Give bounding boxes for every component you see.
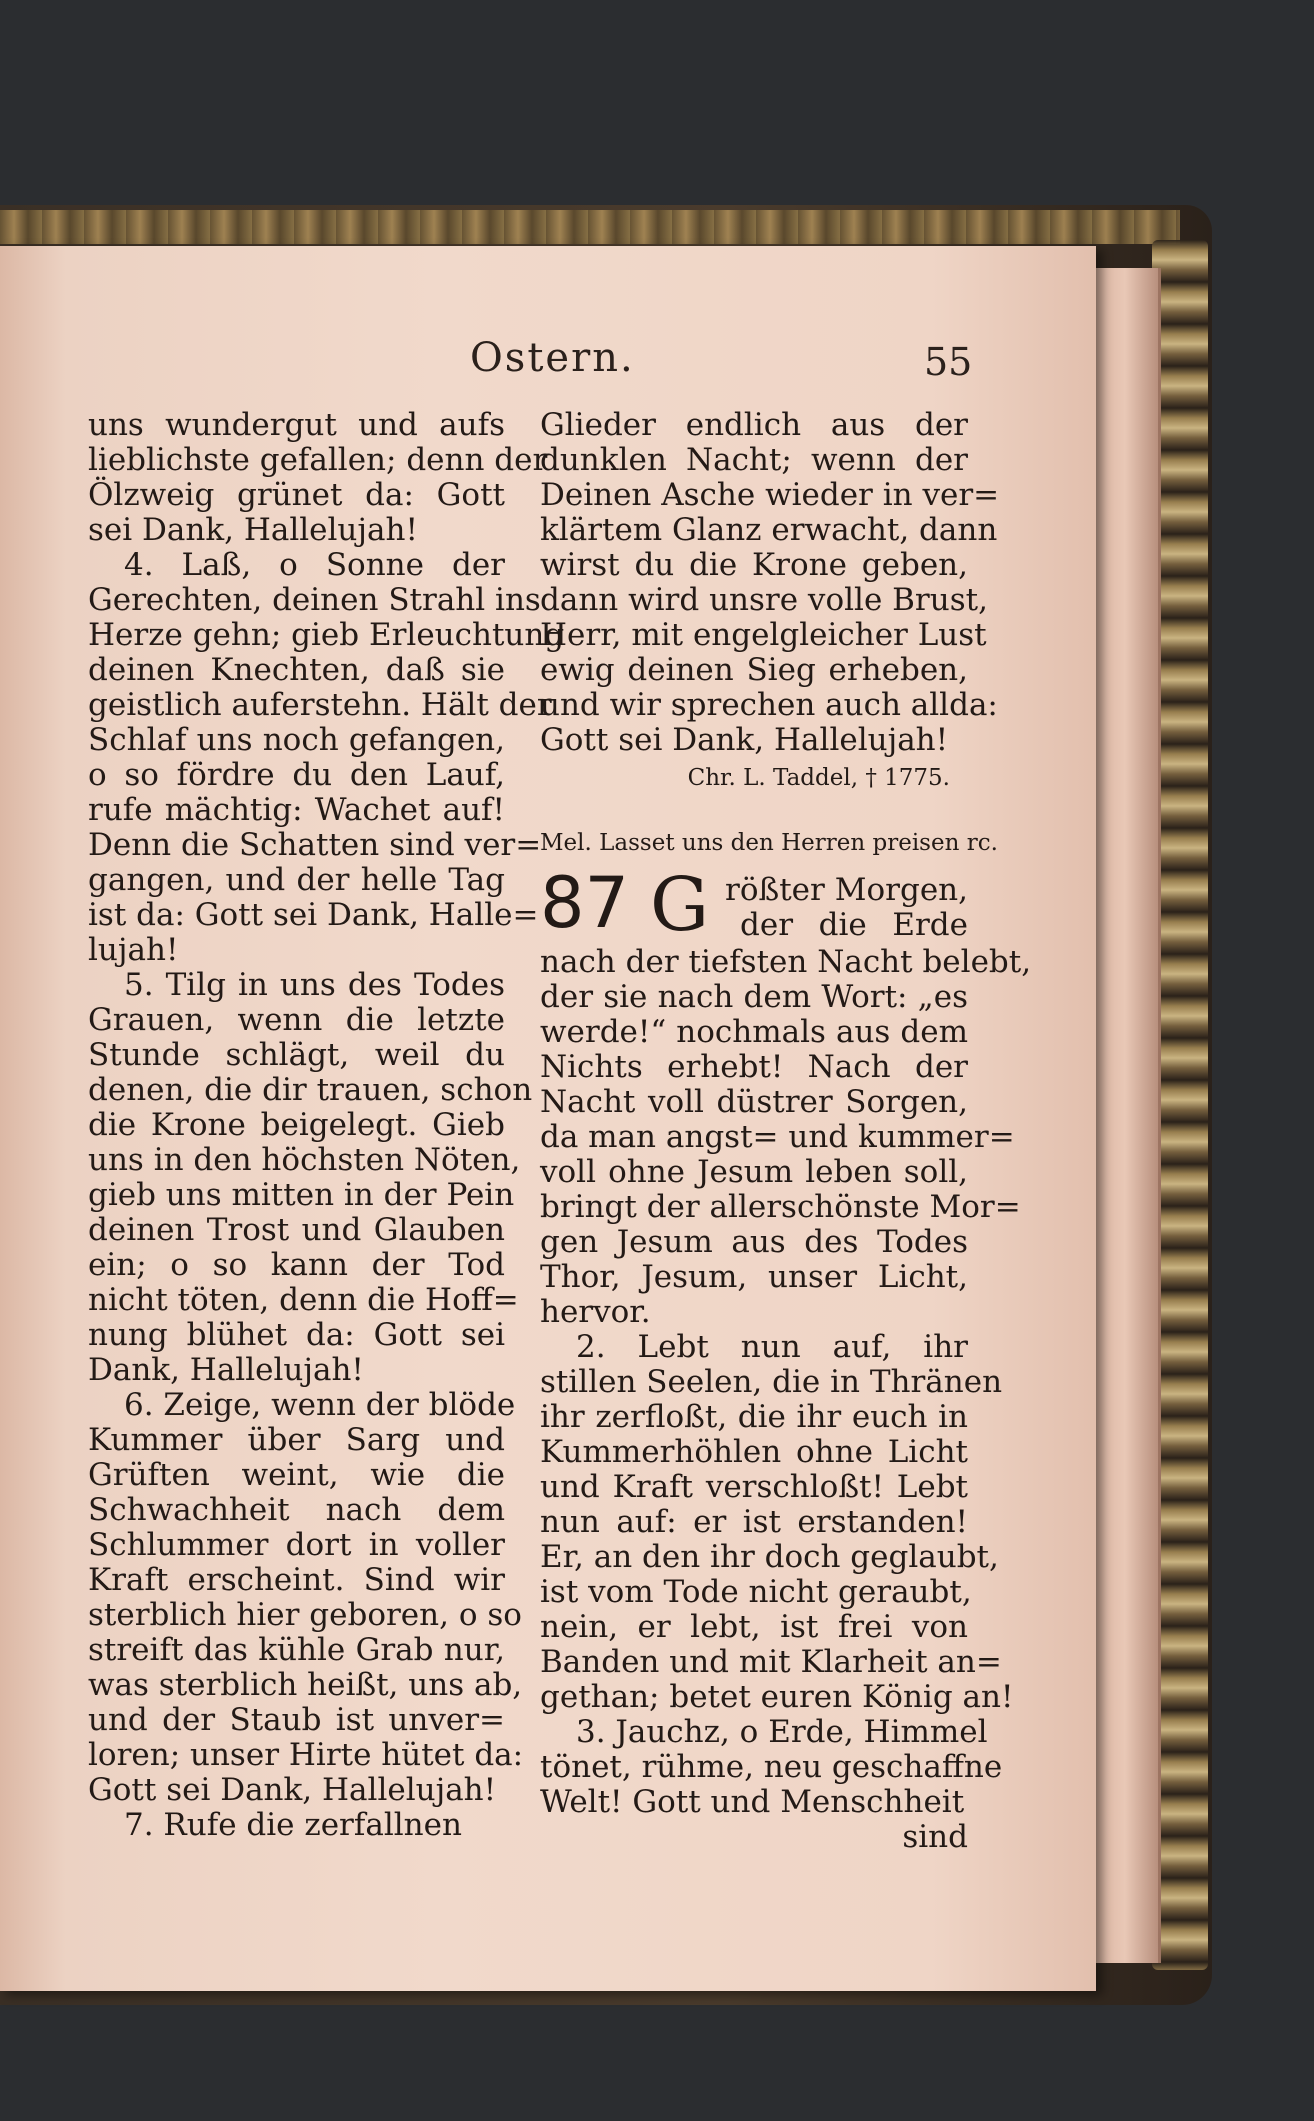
text-line: bringt der allerschönste Mor=: [540, 1189, 1021, 1225]
text-line: da man angst= und kummer=: [540, 1119, 1015, 1155]
text-line: o so fördre du den Lauf,: [88, 757, 505, 793]
text-line: und Kraft verschloßt! Lebt: [540, 1469, 968, 1505]
running-title: Ostern.: [470, 335, 635, 381]
text-line: Schlummer dort in voller: [88, 1527, 505, 1563]
text-line: ist da: Gott sei Dank, Halle=: [88, 897, 539, 933]
text-line: der sie nach dem Wort: „es: [540, 979, 968, 1015]
text-line: loren; unser Hirte hütet da:: [88, 1737, 524, 1773]
text-line: dann wird unsre volle Brust,: [540, 582, 988, 618]
text-line: Ölzweig grünet da: Gott: [88, 477, 505, 513]
text-line: die Krone beigelegt. Gieb: [88, 1107, 505, 1143]
text-line: Denn die Schatten sind ver=: [88, 827, 542, 863]
text-line: Nichts erhebt! Nach der: [540, 1049, 968, 1085]
text-line: nicht töten, denn die Hoff=: [88, 1282, 519, 1318]
gilt-top-edge: [0, 210, 1180, 244]
right-column: [540, 407, 1032, 1855]
text-line: deinen Trost und Glauben: [88, 1212, 505, 1248]
text-line: Gott sei Dank, Hallelujah!: [88, 1772, 497, 1808]
text-line: lieblichste gefallen; denn der: [88, 442, 548, 478]
text-line: Er, an den ihr doch geglaubt,: [540, 1539, 999, 1575]
text-line: 3. Jauchz, o Erde, Himmel: [576, 1714, 988, 1750]
text-line: Deinen Asche wieder in ver=: [540, 477, 1000, 513]
text-line: Banden und mit Klarheit an=: [540, 1644, 1002, 1680]
text-line: gen Jesum aus des Todes: [540, 1224, 968, 1260]
text-line: ein; o so kann der Tod: [88, 1247, 505, 1283]
text-line: was sterblich heißt, uns ab,: [88, 1667, 523, 1703]
text-line: wirst du die Krone geben,: [540, 547, 968, 583]
text-line: ihr zerfloßt, die ihr euch in: [540, 1399, 968, 1435]
text-line: gangen, und der helle Tag: [88, 862, 505, 898]
text-line: und wir sprechen auch allda:: [540, 687, 998, 723]
text-line: lujah!: [88, 932, 179, 968]
page-number: 55: [924, 340, 973, 384]
right-column-body-text: [540, 944, 1032, 1820]
text-line: Herr, mit engelgleicher Lust: [540, 617, 987, 653]
text-line: Grüften weint, wie die: [88, 1457, 505, 1493]
text-line: 2. Lebt nun auf, ihr: [576, 1329, 968, 1365]
text-line: gieb uns mitten in der Pein: [88, 1177, 515, 1213]
text-line: uns wundergut und aufs: [88, 407, 505, 443]
text-line: 4. Laß, o Sonne der: [124, 547, 505, 583]
text-line: streift das kühle Grab nur,: [88, 1632, 505, 1668]
text-line: Herze gehn; gieb Erleuchtung: [88, 617, 565, 653]
text-line: klärtem Glanz erwacht, dann: [540, 512, 998, 548]
text-line: 7. Rufe die zerfallnen: [124, 1807, 462, 1843]
text-line: 6. Zeige, wenn der blöde: [124, 1387, 516, 1423]
text-line: 5. Tilg in uns des Todes: [124, 967, 505, 1003]
text-line: voll ohne Jesum leben soll,: [540, 1154, 968, 1190]
hymn-number: 87: [540, 862, 630, 944]
text-line: denen, die dir trauen, schon: [88, 1072, 533, 1108]
text-line: dunklen Nacht; wenn der: [540, 442, 968, 478]
text-line: Schlaf uns noch gefangen,: [88, 722, 505, 758]
text-line: Welt! Gott und Menschheit: [540, 1784, 965, 1820]
text-line: Stunde schlägt, weil du: [88, 1037, 505, 1073]
text-line: Gerechten, deinen Strahl ins: [88, 582, 541, 618]
text-line: Kummer über Sarg und: [88, 1422, 505, 1458]
right-column-top-text: [540, 407, 1000, 758]
text-line: nach der tiefsten Nacht belebt,: [540, 944, 1032, 980]
text-line: Nacht voll düstrer Sorgen,: [540, 1084, 968, 1120]
page-edges: [1092, 268, 1161, 1963]
left-column: [88, 407, 565, 1843]
text-line: hervor.: [540, 1294, 651, 1330]
text-line: Kraft erscheint. Sind wir: [88, 1562, 505, 1598]
text-line: stillen Seelen, die in Thränen: [540, 1364, 1003, 1400]
text-line: tönet, rühme, neu geschaffne: [540, 1749, 1003, 1785]
text-line: rufe mächtig: Wachet auf!: [88, 792, 505, 828]
text-line: ewig deinen Sieg erheben,: [540, 652, 968, 688]
text-line: gethan; betet euren König an!: [540, 1679, 1014, 1715]
author-attribution: Chr. L. Taddel, † 1775.: [687, 765, 950, 791]
text-line: und der Staub ist unver=: [88, 1702, 505, 1738]
hymn-second-line: der die Erde: [740, 907, 968, 943]
text-line: Glieder endlich aus der: [540, 407, 968, 443]
text-line: uns in den höchsten Nöten,: [88, 1142, 521, 1178]
melody-reference: Mel. Lasset uns den Herren preisen rc.: [540, 830, 998, 856]
text-line: geistlich auferstehn. Hält der: [88, 687, 552, 723]
text-line: Kummerhöhlen ohne Licht: [540, 1434, 968, 1470]
drop-capital: G: [650, 862, 710, 948]
text-line: sterblich hier geboren, o so: [88, 1597, 522, 1633]
text-line: Gott sei Dank, Hallelujah!: [540, 722, 949, 758]
text-line: nung blühet da: Gott sei: [88, 1317, 505, 1353]
text-line: nun auf: er ist erstanden!: [540, 1504, 968, 1540]
text-line: Grauen, wenn die letzte: [88, 1002, 505, 1038]
text-line: nein, er lebt, ist frei von: [540, 1609, 968, 1645]
hymn-first-line: rößter Morgen,: [725, 872, 968, 908]
text-line: ist vom Tode nicht geraubt,: [540, 1574, 972, 1610]
catchword: sind: [902, 1819, 968, 1855]
text-line: Thor, Jesum, unser Licht,: [540, 1259, 968, 1295]
text-line: deinen Knechten, daß sie: [88, 652, 505, 688]
text-line: Schwachheit nach dem: [88, 1492, 505, 1528]
text-line: sei Dank, Hallelujah!: [88, 512, 418, 548]
text-line: Dank, Hallelujah!: [88, 1352, 364, 1388]
hymn-heading: [540, 862, 968, 948]
text-line: werde!“ nochmals aus dem: [540, 1014, 968, 1050]
